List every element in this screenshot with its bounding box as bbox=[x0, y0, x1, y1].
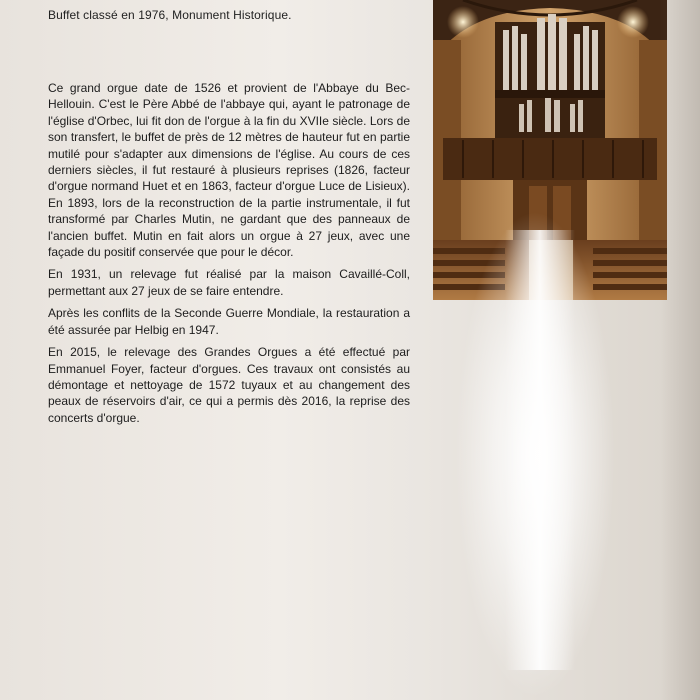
paragraph-2015: En 2015, le relevage des Grandes Orgues a été effectué par Emmanuel Foyer, facteur d'orgues. Ces travaux ont consistés au démontage et nettoyage de 1572 tuyaux et au changement des peaux de réservoirs d'air, ce qui a permis dès 2016, la reprise des concerts d'orgue. bbox=[48, 345, 410, 425]
paragraph-1931: En 1931, un relevage fut réalisé par la maison Cavaillé-Coll, permettant aux 27 jeux de se faire entendre. bbox=[48, 267, 410, 298]
gallery-balcony bbox=[443, 138, 657, 180]
photo-caption: Buffet classé en 1976, Monument Historique. bbox=[48, 8, 292, 22]
history-text bbox=[48, 80, 410, 432]
paragraph-origin: Ce grand orgue date de 1526 et provient de l'Abbaye du Bec-Hellouin. C'est le Père Abbé de l'abbaye qui, ayant le patronage de l'église d'Orbec, lui fit don de l'orgue à la fin du XVIIe siècle. Lors de son transfert, le buffet de près de 12 mètres de hauteur fut en partie mutilé pour s'adapter aux dimensions de l'église. Au cours de ces derniers siècles, il fut restauré à plusieurs reprises (1826, facteur d'orgue normand Huet et en 1863, facteur d'orgue Luce de Lisieux). En 1893, lors de la reconstruction de la partie instrumentale, il fut transformé par Charles Mutin, ne gardant que des panneaux de l'ancien buffet. Mutin en fait alors un orgue à 27 jeux, avec une façade du positif conservée que pour le décor. bbox=[48, 81, 410, 260]
organ-illustration bbox=[433, 0, 667, 300]
organ-case bbox=[495, 14, 605, 140]
organ-photo bbox=[433, 0, 667, 300]
paragraph-1947: Après les conflits de la Seconde Guerre Mondiale, la restauration a été assurée par Helbig en 1947. bbox=[48, 306, 410, 337]
panel-edge-shadow bbox=[660, 0, 700, 700]
